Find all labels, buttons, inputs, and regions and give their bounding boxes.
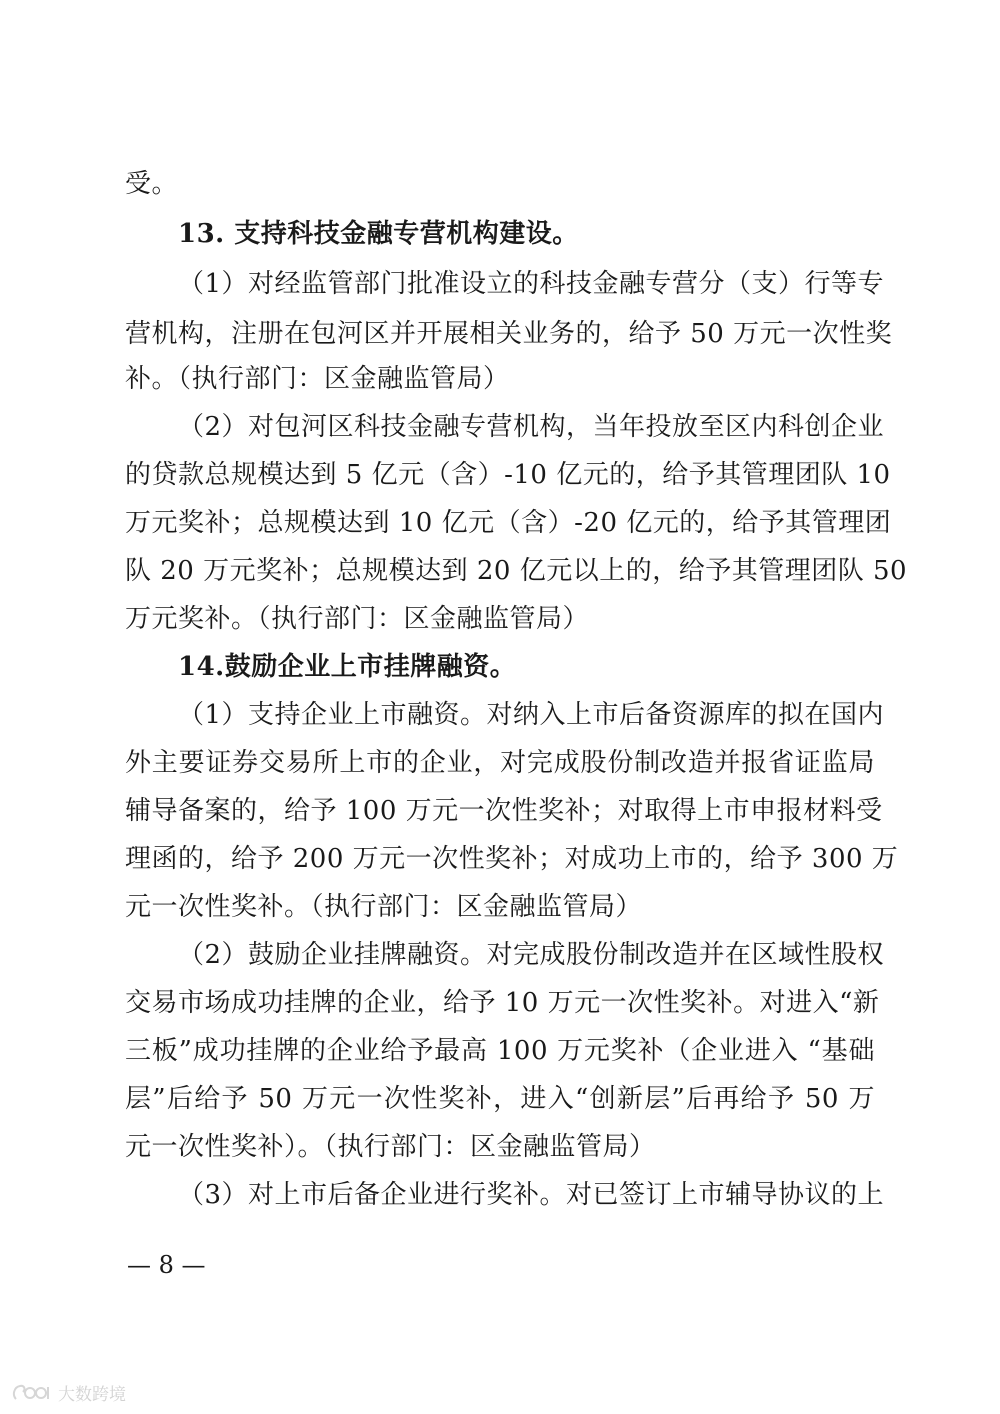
text-line-8: 万元奖补；总规模达到 10 亿元（含）-20 亿元的，给予其管理团 bbox=[125, 508, 892, 538]
watermark-logo-icon bbox=[10, 1381, 54, 1405]
text-line-4: 营机构，注册在包河区并开展相关业务的，给予 50 万元一次性奖 bbox=[125, 319, 893, 349]
text-line-16: 元一次性奖补。（执行部门：区金融监管局） bbox=[125, 892, 643, 922]
text-line-12: （1）支持企业上市融资。对纳入上市后备资源库的拟在国内 bbox=[178, 700, 885, 730]
page-number: — 8 — bbox=[127, 1251, 206, 1279]
text-line-15: 理函的，给予 200 万元一次性奖补；对成功上市的，给予 300 万 bbox=[125, 844, 899, 874]
section-heading-13: 13. 支持科技金融专营机构建设。 bbox=[178, 219, 579, 249]
text-line-10: 万元奖补。（执行部门：区金融监管局） bbox=[125, 604, 590, 634]
text-line-3: （1）对经监管部门批准设立的科技金融专营分（支）行等专 bbox=[178, 269, 885, 299]
text-line-9: 队 20 万元奖补；总规模达到 20 亿元以上的，给予其管理团队 50 bbox=[125, 556, 908, 586]
text-line-19: 三板”成功挂牌的企业给予最高 100 万元奖补（企业进入 “基础 bbox=[125, 1036, 875, 1066]
text-line-18: 交易市场成功挂牌的企业，给予 10 万元一次性奖补。对进入“新 bbox=[125, 988, 880, 1018]
section-heading-14: 14.鼓励企业上市挂牌融资。 bbox=[178, 652, 517, 682]
text-line-14: 辅导备案的，给予 100 万元一次性奖补；对取得上市申报材料受 bbox=[125, 796, 883, 826]
text-line-22: （3）对上市后备企业进行奖补。对已签订上市辅导协议的上 bbox=[178, 1180, 885, 1210]
text-line-5: 补。（执行部门：区金融监管局） bbox=[125, 364, 510, 394]
text-line-17: （2）鼓励企业挂牌融资。对完成股份制改造并在区域性股权 bbox=[178, 940, 885, 970]
text-line-21: 元一次性奖补）。（执行部门：区金融监管局） bbox=[125, 1132, 656, 1162]
text-line-13: 外主要证券交易所上市的企业，对完成股份制改造并报省证监局 bbox=[125, 748, 875, 778]
text-line-1: 受。 bbox=[125, 169, 179, 199]
text-line-6: （2）对包河区科技金融专营机构，当年投放至区内科创企业 bbox=[178, 412, 885, 442]
watermark-text: 大数跨境 bbox=[58, 1385, 126, 1405]
watermark bbox=[10, 1380, 126, 1405]
text-line-20: 层”后给予 50 万元一次性奖补，进入“创新层”后再给予 50 万 bbox=[125, 1084, 875, 1114]
text-line-7: 的贷款总规模达到 5 亿元（含）-10 亿元的，给予其管理团队 10 bbox=[125, 460, 891, 490]
